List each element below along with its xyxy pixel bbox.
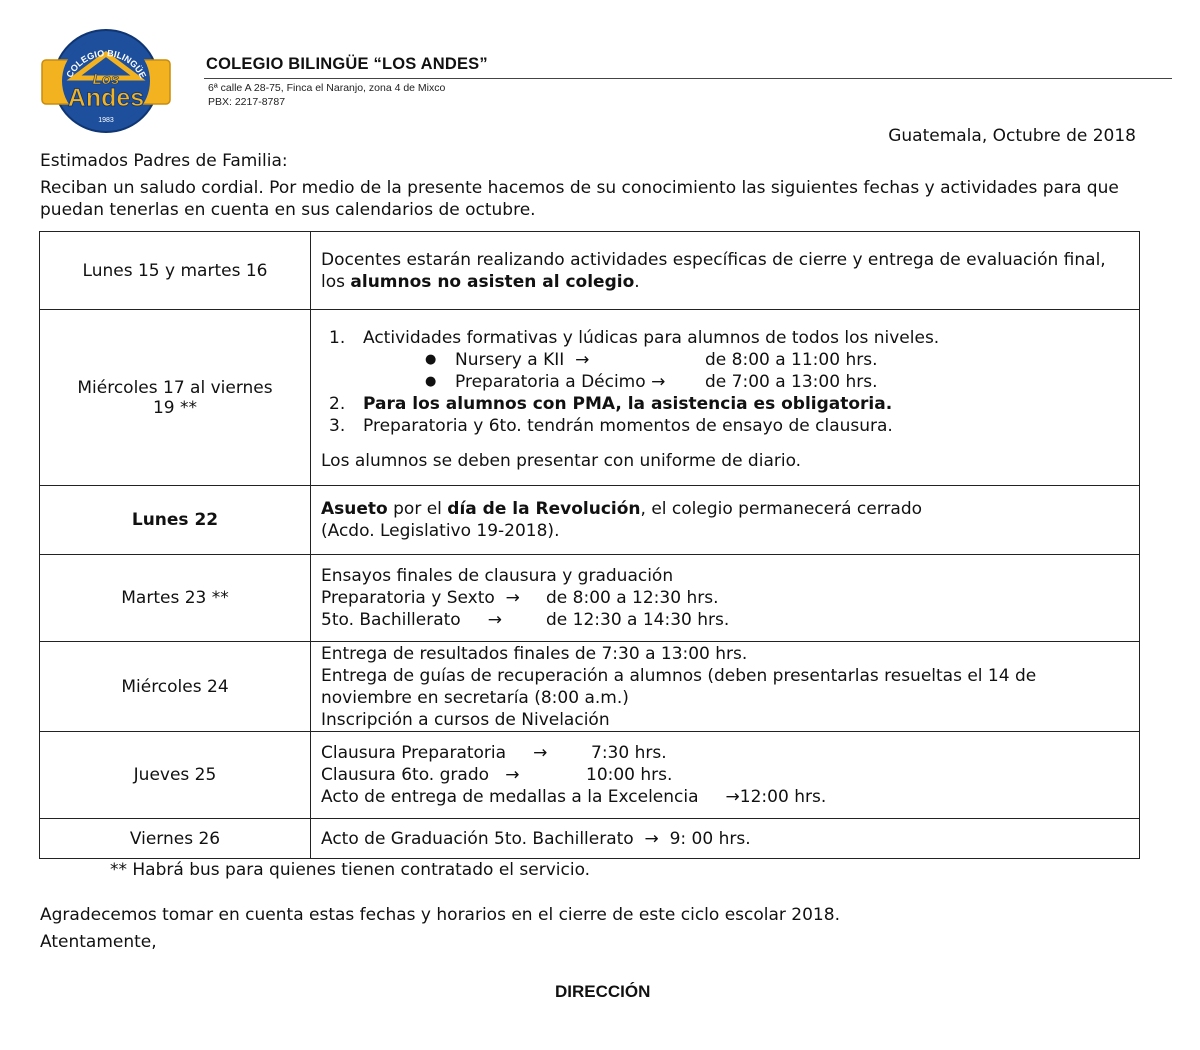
arrow-icon: → — [505, 588, 520, 608]
bullet-item: ● Preparatoria a Décimo → de 7:00 a 13:00 hrs. — [321, 371, 1125, 393]
schedule-table — [39, 231, 1140, 859]
description-cell: Entrega de resultados finales de 7:30 a 13:00 hrs. Entrega de guías de recuperación a alumnos (deben presentarlas resueltas el 14 de noviembre en secretaría (8:00 a.m.) Inscripción a cursos de Nivelación — [311, 642, 1140, 732]
description-cell: Clausura Preparatoria → 7:30 hrs. Clausura 6to. grado → 10:00 hrs. Acto de entrega de medallas a la Excelencia →12:00 hrs. — [311, 732, 1140, 819]
school-phone: PBX: 2217-8787 — [208, 96, 286, 108]
bullet-icon: ● — [425, 352, 437, 367]
list-item: 2. Para los alumnos con PMA, la asistencia es obligatoria. — [329, 394, 893, 414]
bullet-icon: ● — [425, 374, 437, 389]
day-cell: Lunes 22 — [40, 486, 311, 555]
school-name: COLEGIO BILINGÜE “LOS ANDES” — [206, 55, 488, 73]
day-cell: Miércoles 17 al viernes 19 ** — [40, 310, 311, 486]
header-divider — [204, 78, 1172, 79]
table-row — [40, 555, 1140, 642]
row-text: Docentes estarán realizando actividades específicas de cierre y entrega de evaluación final, los — [321, 249, 1106, 292]
logo-line2: Andes — [67, 84, 145, 112]
arrow-icon: → — [575, 350, 590, 370]
arrow-icon: → — [533, 743, 548, 763]
arrow-icon: → — [651, 372, 666, 392]
list-item: 3. Preparatoria y 6to. tendrán momentos de ensayo de clausura. — [329, 416, 893, 436]
list-item: 1. Actividades formativas y lúdicas para alumnos de todos los niveles. — [329, 328, 940, 348]
table-row — [40, 642, 1140, 732]
school-logo — [40, 26, 172, 134]
arrow-icon: → — [505, 765, 520, 785]
closing-text: Agradecemos tomar en cuenta estas fechas y horarios en el cierre de este ciclo escolar 2018. — [40, 905, 840, 925]
uniform-note: Los alumnos se deben presentar con uniforme de diario. — [321, 451, 802, 471]
table-row — [40, 486, 1140, 555]
letter-date: Guatemala, Octubre de 2018 — [888, 126, 1136, 146]
arrow-icon: → — [487, 610, 502, 630]
letter-intro: Reciban un saludo cordial. Por medio de la presente hacemos de su conocimiento las siguientes fechas y actividades para que puedan tenerlas en cuenta en sus calendarios de octubre. — [40, 178, 1119, 220]
description-cell: Asueto por el día de la Revolución, el colegio permanecerá cerrado (Acdo. Legislativo 19-2018). — [311, 486, 1140, 555]
day-cell: Viernes 26 — [40, 819, 311, 859]
day-cell: Miércoles 24 — [40, 642, 311, 732]
day-cell: Jueves 25 — [40, 732, 311, 819]
logo-line1: Los — [92, 71, 120, 88]
table-row — [40, 232, 1140, 310]
day-cell: Martes 23 ** — [40, 555, 311, 642]
signature: DIRECCIÓN — [555, 982, 651, 1001]
arrow-icon: → — [725, 787, 740, 807]
bullet-item: ● Nursery a KII → de 8:00 a 11:00 hrs. — [321, 349, 1125, 371]
arrow-icon: → — [644, 828, 659, 849]
school-address: 6ª calle A 28-75, Finca el Naranjo, zona 4 de Mixco — [208, 82, 446, 94]
logo-top-text: COLEGIO BILINGÜE — [64, 48, 149, 81]
table-row — [40, 310, 1140, 486]
table-row — [40, 819, 1140, 859]
description-cell — [311, 310, 1140, 486]
bus-footnote: ** Habrá bus para quienes tienen contratado el servicio. — [110, 860, 591, 880]
row-text: . — [634, 271, 640, 292]
day-cell: Lunes 15 y martes 16 — [40, 232, 311, 310]
description-cell: Acto de Graduación 5to. Bachillerato → 9: 00 hrs. — [311, 819, 1140, 859]
letter-greeting: Estimados Padres de Familia: — [40, 151, 288, 171]
logo-year: 1983 — [98, 117, 114, 124]
description-cell: Ensayos finales de clausura y graduación Preparatoria y Sexto → de 8:00 a 12:30 hrs. 5to. Bachillerato → de 12:30 a 14:30 hrs. — [311, 555, 1140, 642]
table-row — [40, 732, 1140, 819]
row-text-bold: alumnos no asisten al colegio — [350, 271, 635, 292]
signoff: Atentamente, — [40, 932, 157, 952]
description-cell — [311, 232, 1140, 310]
